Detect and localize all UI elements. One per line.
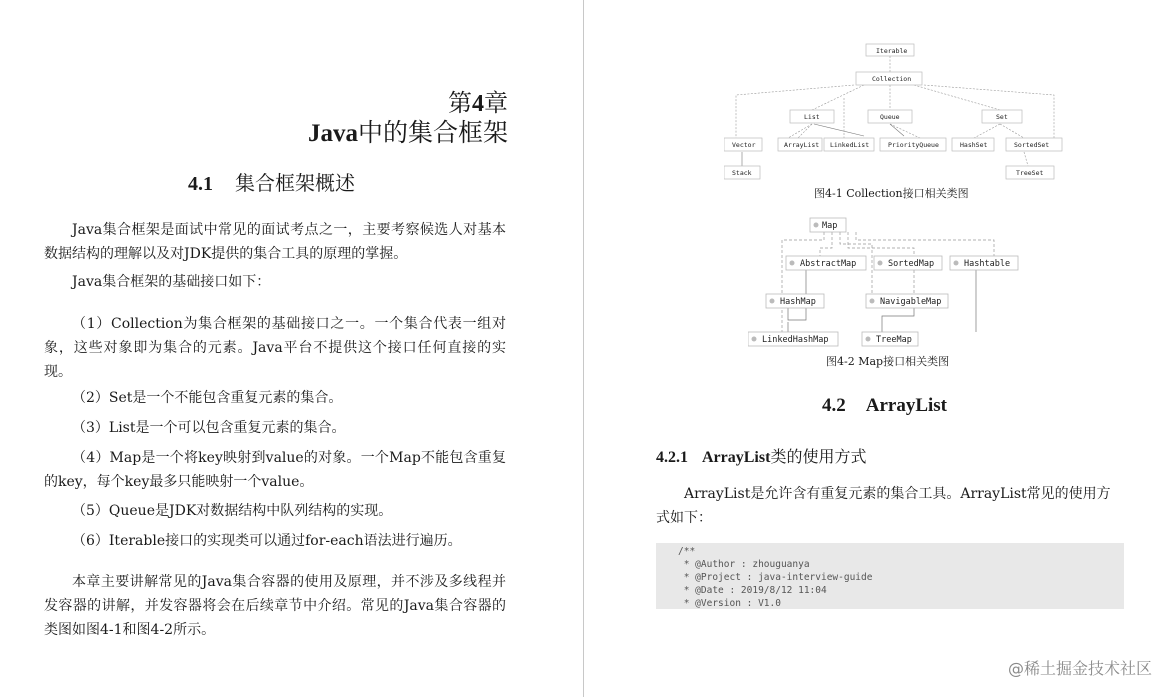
node-hashtable: Hashtable (964, 259, 1011, 269)
page-gutter (583, 0, 584, 697)
paragraph-map: （4）Map是一个将key映射到value的对象。一个Map不能包含重复的key，每个key最多只能映射一个value。 (44, 450, 506, 490)
node-sortedset: SortedSet (1014, 141, 1050, 149)
node-arraylist: ArrayList (784, 141, 820, 149)
node-set: Set (996, 113, 1008, 121)
node-abstractmap: AbstractMap (800, 259, 857, 269)
paragraph-iterable: （6）Iterable接口的实现类可以通过for-each语法进行遍历。 (72, 533, 462, 549)
figure-4-1-caption: 图4-1 Collection接口相关类图 (814, 187, 969, 200)
node-hashmap: HashMap (780, 297, 816, 307)
node-collection: Collection (872, 75, 912, 83)
node-priorityqueue: PriorityQueue (888, 141, 939, 149)
code-line: * @Project : java-interview-guide (678, 572, 873, 583)
node-treemap: TreeMap (876, 335, 912, 345)
code-line: /** (678, 546, 696, 557)
subsection-heading: 4.2.1 ArrayList类的使用方式 (656, 447, 867, 466)
code-line: * @Date : 2019/8/12 11:04 (678, 585, 827, 596)
code-line: * @Author : zhouguanya (678, 559, 810, 570)
node-map: Map (822, 221, 838, 231)
chapter-number: 第4章 (448, 89, 508, 117)
node-stack: Stack (732, 169, 752, 177)
paragraph-set: （2）Set是一个不能包含重复元素的集合。 (72, 390, 343, 406)
figure-4-2-caption: 图4-2 Map接口相关类图 (826, 355, 950, 368)
node-treeset: TreeSet (1016, 169, 1044, 177)
paragraph-arraylist: ArrayList是允许含有重复元素的集合工具。ArrayList常见的使用方式如下： (656, 486, 1111, 526)
right-page (586, 0, 1174, 697)
code-line: * @Version : V1.0 (678, 598, 781, 609)
node-list: List (804, 113, 820, 121)
paragraph-intro: Java集合框架是面试中常见的面试考点之一，主要考察候选人对基本数据结构的理解以及对JDK提供的集合工具的原理的掌握。 (44, 222, 506, 262)
node-sortedmap: SortedMap (888, 259, 935, 269)
section-heading-arraylist: 4.2 ArrayList (822, 395, 948, 416)
left-page (0, 0, 583, 697)
watermark: @稀土掘金技术社区 (1007, 659, 1152, 678)
map-class-diagram (748, 212, 1036, 348)
node-linkedlist: LinkedList (830, 141, 870, 149)
chapter-title: Java中的集合框架 (307, 118, 508, 147)
node-linkedhashmap: LinkedHashMap (762, 335, 829, 345)
paragraph-list: （3）List是一个可以包含重复元素的集合。 (72, 420, 346, 436)
paragraph-queue: （5）Queue是JDK对数据结构中队列结构的实现。 (72, 503, 393, 519)
collection-class-diagram (724, 40, 1074, 180)
node-queue: Queue (880, 113, 900, 121)
paragraph-summary: 本章主要讲解常见的Java集合容器的使用及原理，并不涉及多线程并发容器的讲解，并发容器将会在后续章节中介绍。常见的Java集合容器的类图如图4-1和图4-2所示。 (44, 574, 506, 638)
code-block (656, 543, 1124, 609)
section-heading: 4.1 集合框架概述 (188, 171, 355, 195)
node-navigablemap: NavigableMap (880, 297, 942, 307)
paragraph-collection: （1）Collection为集合框架的基础接口之一。一个集合代表一组对象，这些对象即为集合的元素。Java平台不提供这个接口任何直接的实现。 (44, 316, 506, 380)
node-hashset: HashSet (960, 141, 988, 149)
node-iterable: Iterable (876, 47, 908, 55)
node-vector: Vector (732, 141, 756, 149)
paragraph-base-interfaces: Java集合框架的基础接口如下： (72, 274, 271, 290)
